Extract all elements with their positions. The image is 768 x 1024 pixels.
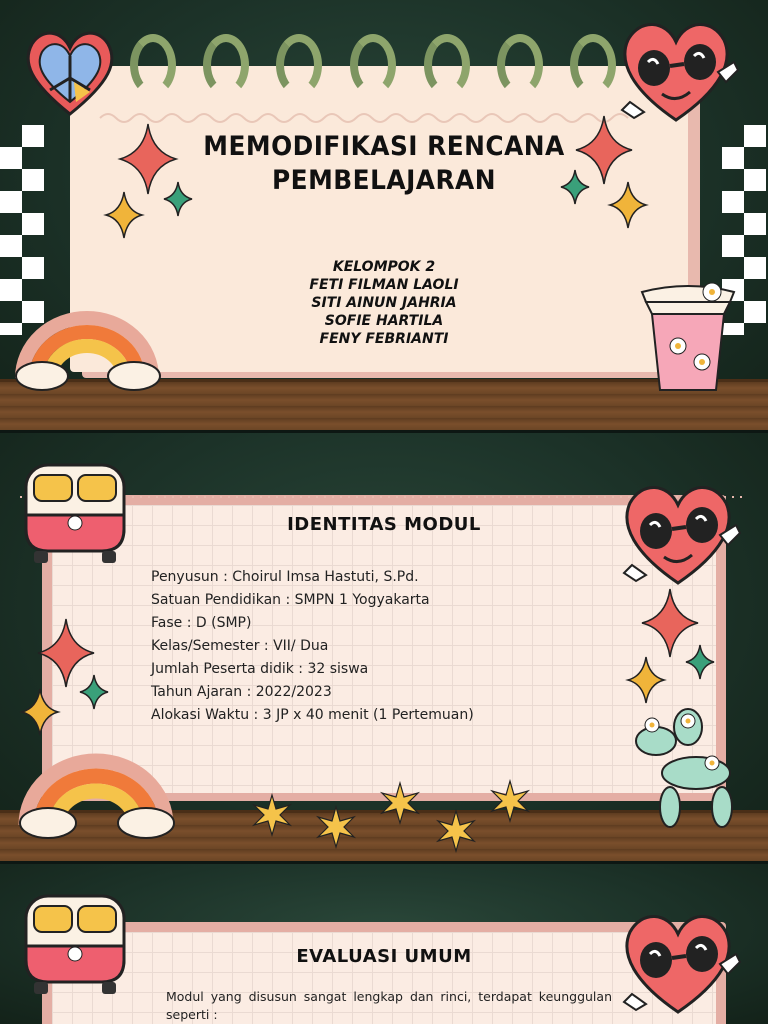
member-name: SITI AINUN JAHRIA [311,295,457,311]
van-icon [20,457,130,567]
evaluasi-heading: EVALUASI UMUM [296,946,472,967]
sparkle-yellow-icon [106,192,142,238]
sparkle-green-icon [686,645,714,679]
identity-line: Penyusun : Choirul Imsa Hastuti, S.Pd. [151,569,419,585]
identity-line: Tahun Ajaran : 2022/2023 [151,684,332,700]
peace-heart-icon [20,22,120,122]
identity-line: Satuan Pendidikan : SMPN 1 Yogyakarta [151,592,430,608]
group-label: KELOMPOK 2 [332,259,436,275]
van-icon [20,888,130,998]
cool-heart-icon [616,473,756,603]
member-name: SOFIE HARTILA [324,313,444,329]
identity-line: Jumlah Peserta didik : 32 siswa [151,661,369,677]
member-name: FETI FILMAN LAOLI [309,277,459,293]
binder-ring-icon [203,34,249,96]
identitas-heading: IDENTITAS MODUL [287,514,481,535]
rainbow-icon [12,308,162,388]
balloon-dog-icon [626,701,746,831]
member-name: FENY FEBRIANTI [319,331,449,347]
binder-ring-icon [130,34,176,96]
sparkle-yellow-icon [22,689,58,735]
slide-title [0,0,768,430]
identity-line: Fase : D (SMP) [151,615,252,631]
title-line-2: PEMBELAJARAN [272,165,496,196]
evaluation-paragraph: Modul yang disusun sangat lengkap dan rinci, terdapat keunggulan seperti : [166,989,612,1022]
binder-ring-icon [350,34,396,96]
flowers-icon [246,777,546,857]
coffee-cup-icon [638,280,738,400]
binder-ring-icon [424,34,470,96]
title-line-1: MEMODIFIKASI RENCANA [203,131,565,162]
binder-ring-icon [570,34,616,96]
binder-ring-icon [497,34,543,96]
sparkle-green-icon [80,675,108,709]
cool-heart-icon [614,10,754,140]
rainbow-icon [16,749,176,839]
identity-line: Alokasi Waktu : 3 JP x 40 menit (1 Pertemuan) [151,707,474,723]
module-identity-list [151,566,474,727]
identity-line: Kelas/Semester : VII/ Dua [151,638,329,654]
slide-title-heading [31,130,738,198]
binder-ring-icon [276,34,322,96]
sparkle-yellow-icon [628,657,664,703]
